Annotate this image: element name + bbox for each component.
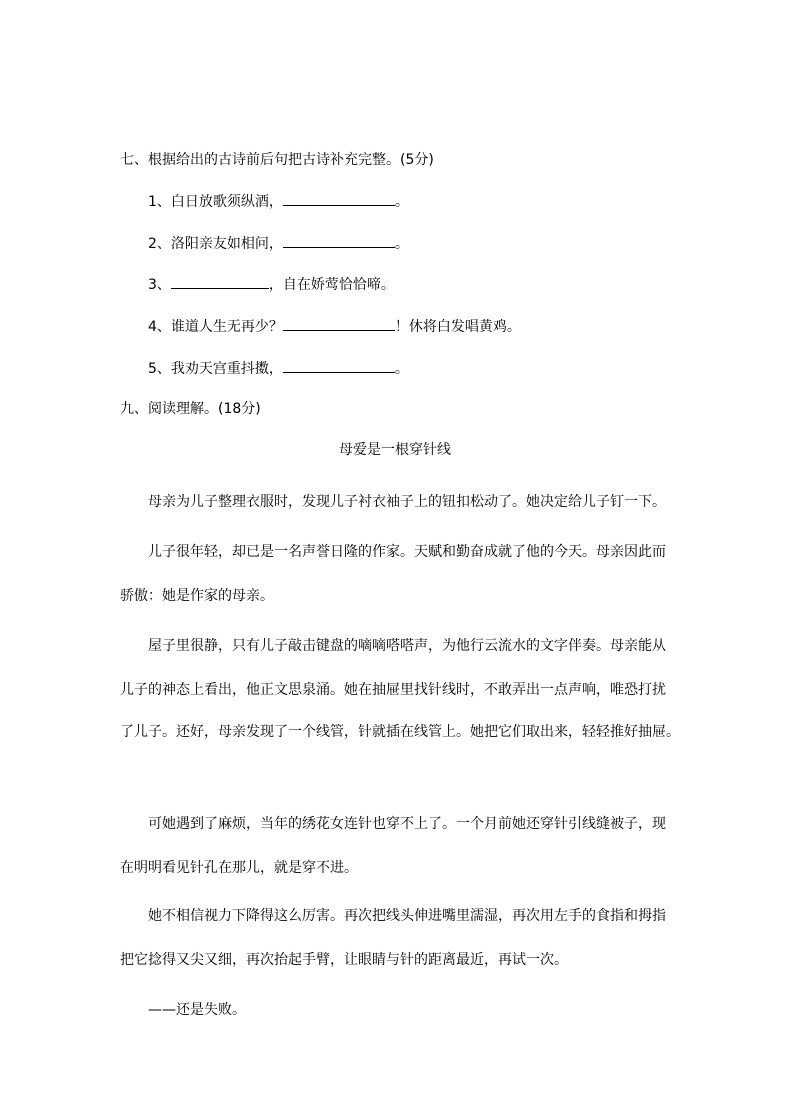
poem-line-after: 。 <box>394 194 409 210</box>
item-number: 2、 <box>148 236 171 252</box>
answer-blank[interactable] <box>283 191 395 206</box>
poem-line-before: 洛阳亲友如相问， <box>170 236 283 252</box>
passage-line: 儿子很年轻，却已是一名声誉日隆的作家。天赋和勤奋成就了他的今天。母亲因此而 <box>148 544 666 560</box>
passage-line: 她不相信视力下降得这么厉害。再次把线头伸进嘴里濡湿，再次用左手的食指和拇指 <box>148 908 666 924</box>
poem-line-after: ，自在娇莺恰恰啼。 <box>268 277 395 293</box>
item-number: 5、 <box>148 361 171 377</box>
poem-item-3 <box>148 274 395 295</box>
poem-line-before: 谁道人生无再少？ <box>170 319 283 335</box>
poem-item-5 <box>148 358 409 379</box>
answer-blank[interactable] <box>171 274 269 289</box>
passage-line: 骄傲：她是作家的母亲。 <box>120 588 274 604</box>
poem-line-before: 我劝天宫重抖擞， <box>170 361 283 377</box>
passage-line: 了儿子。还好，母亲发现了一个线管，针就插在线管上。她把它们取出来，轻轻推好抽屉。 <box>120 724 680 740</box>
passage-line: 屋子里很静，只有儿子敲击键盘的嘀嘀嗒嗒声，为他行云流水的文字伴奏。母亲能从 <box>148 638 666 654</box>
section-9-heading: 九、阅读理解。(18分) <box>120 401 261 417</box>
answer-blank[interactable] <box>283 358 395 373</box>
poem-item-1 <box>148 191 409 212</box>
passage-line: 在明明看见针孔在那儿，就是穿不进。 <box>120 860 358 876</box>
section-7-heading: 七、根据给出的古诗前后句把古诗补充完整。(5分) <box>120 152 434 168</box>
passage-line: 可她遇到了麻烦，当年的绣花女连针也穿不上了。一个月前她还穿针引线缝被子，现 <box>148 816 666 832</box>
poem-item-2 <box>148 233 409 254</box>
passage-line: 儿子的神态上看出，他正文思泉涌。她在抽屉里找针线时，不敢弄出一点声响，唯恐打扰 <box>120 682 666 698</box>
passage-line: ——还是失败。 <box>148 1002 246 1018</box>
item-number: 3、 <box>148 277 171 293</box>
poem-line-before: 白日放歌须纵酒， <box>170 194 283 210</box>
poem-line-after: 。 <box>394 361 409 377</box>
passage-line: 母亲为儿子整理衣服时，发现儿子衬衣袖子上的钮扣松动了。她决定给儿子钉一下。 <box>148 494 666 510</box>
passage-title: 母爱是一根穿针线 <box>339 442 451 458</box>
poem-line-after: ！休将白发唱黄鸡。 <box>394 319 521 335</box>
poem-line-after: 。 <box>394 236 409 252</box>
poem-item-4 <box>148 316 521 337</box>
item-number: 4、 <box>148 319 171 335</box>
passage-line: 把它捻得又尖又细，再次抬起手臂，让眼睛与针的距离最近，再试一次。 <box>120 952 568 968</box>
answer-blank[interactable] <box>283 316 395 331</box>
item-number: 1、 <box>148 194 171 210</box>
answer-blank[interactable] <box>283 233 395 248</box>
